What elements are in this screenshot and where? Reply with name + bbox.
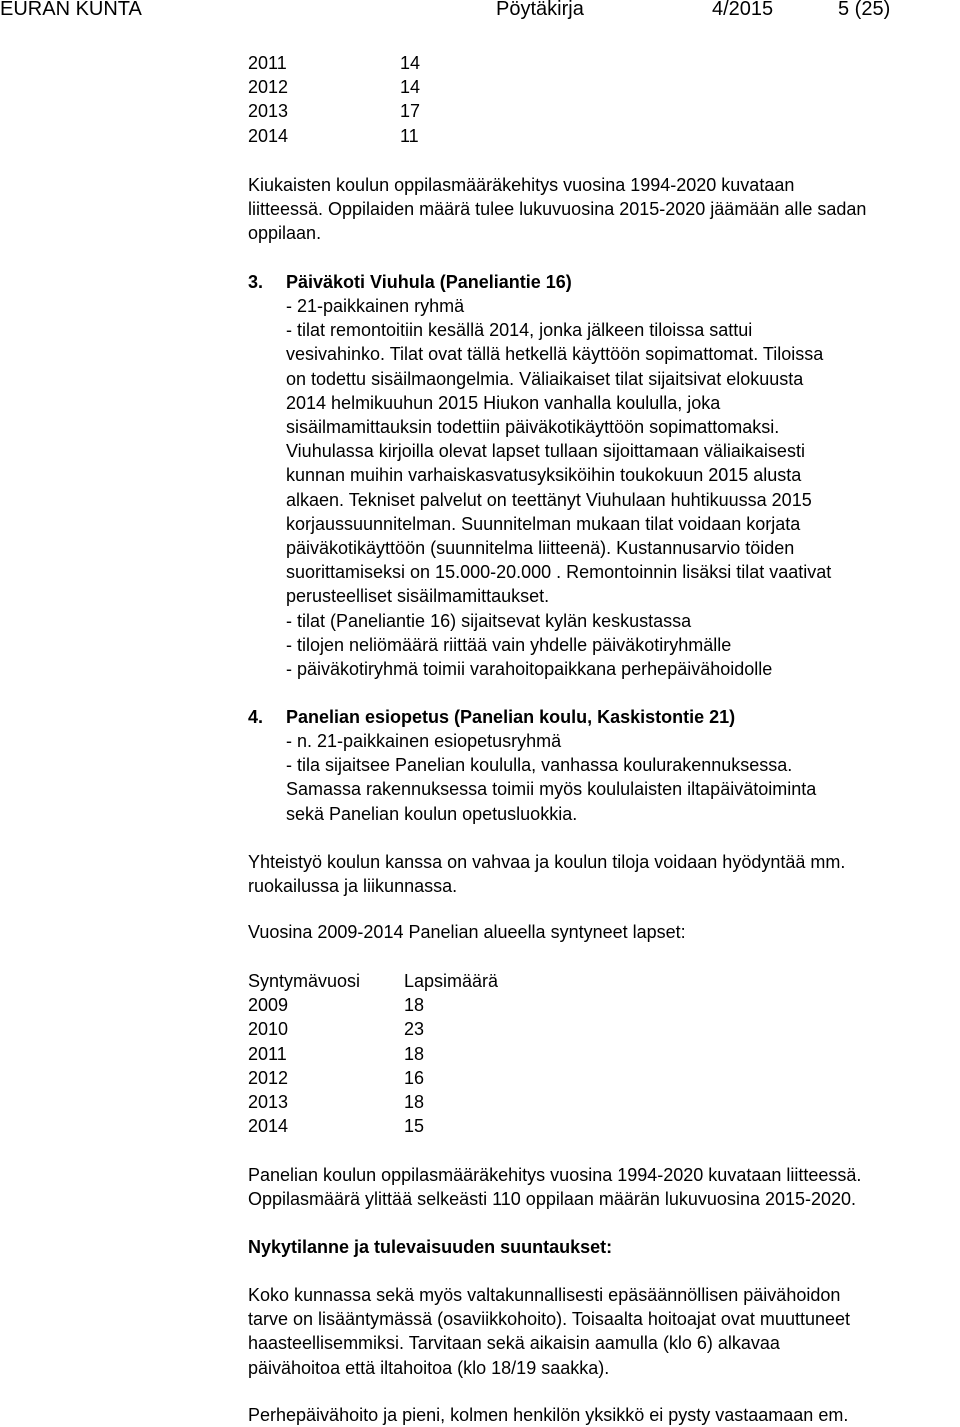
year-cell: 2010 bbox=[248, 1019, 289, 1040]
section-title: Päiväkoti Viuhula (Paneliantie 16) bbox=[286, 272, 572, 292]
count-cell: 16 bbox=[404, 1067, 425, 1088]
paragraph-line: päiväkotikäyttöön (suunnitelma liitteenä). Kustannusarvio töiden bbox=[286, 538, 795, 559]
top-year-table bbox=[248, 51, 960, 148]
current-state-paragraph bbox=[248, 1283, 960, 1380]
section-4-heading bbox=[248, 705, 735, 729]
paragraph-line: ruokailussa ja liikunnassa. bbox=[248, 876, 458, 897]
paragraph-line: tarve on lisääntymässä (osaviikkohoito). Toisaalta hoitoajat ovat muuttuneet bbox=[248, 1309, 850, 1330]
year-cell: 2009 bbox=[248, 995, 289, 1016]
paragraph-line: liitteessä. Oppilaiden määrä tulee lukuvuosina 2015-2020 jäämään alle sadan bbox=[248, 199, 867, 220]
paragraph-line: sisäilmamittauksin todettiin päiväkotikäyttöön sopimattomaksi. bbox=[286, 417, 780, 438]
year-cell: 2014 bbox=[248, 1116, 289, 1137]
table-row bbox=[248, 1090, 498, 1114]
header-page-number: 5 (25) bbox=[838, 0, 891, 20]
year-cell: 2012 bbox=[248, 1067, 289, 1088]
header-organization: EURAN KUNTA bbox=[0, 0, 142, 20]
year-count-table bbox=[248, 51, 420, 148]
table-row bbox=[248, 1017, 498, 1041]
year-cell: 2011 bbox=[248, 1043, 287, 1064]
paragraph-line: Oppilasmäärä ylittää selkeästi 110 oppilaan määrän lukuvuosina 2015-2020. bbox=[248, 1189, 857, 1210]
paragraph-line: suorittamiseksi on 15.000-20.000 . Remontoinnin lisäksi tilat vaativat bbox=[286, 562, 832, 583]
births-intro bbox=[248, 920, 960, 944]
count-cell: 11 bbox=[400, 125, 419, 146]
table-header-row bbox=[248, 969, 498, 993]
paragraph-line: on todettu sisäilmaongelmia. Väliaikaiset tilat sijaitsivat elokuusta bbox=[286, 368, 804, 389]
paragraph-line: haasteellisemmiksi. Tarvitaan sekä aikaisin aamulla (klo 6) alkavaa bbox=[248, 1333, 780, 1354]
count-cell: 18 bbox=[404, 995, 425, 1016]
section-number: 3. bbox=[248, 272, 264, 292]
paragraph-line: Yhteistyö koulun kanssa on vahvaa ja koulun tiloja voidaan hyödyntää mm. bbox=[248, 852, 846, 872]
year-cell: 2014 bbox=[248, 125, 289, 146]
paragraph-line: vesivahinko. Tilat ovat tällä hetkellä käyttöön sopimattomat. Tiloissa bbox=[286, 344, 824, 365]
section-3-heading bbox=[248, 270, 572, 294]
table-row bbox=[248, 99, 420, 123]
kiukainen-paragraph bbox=[248, 173, 960, 246]
paragraph-line: korjaussuunnitelman. Suunnitelman mukaan tilat voidaan korjata bbox=[286, 513, 801, 534]
table-row bbox=[248, 993, 498, 1017]
paragraph-line: kunnan muihin varhaiskasvatusyksiköihin toukokuun 2015 alusta bbox=[286, 465, 802, 486]
year-cell: 2013 bbox=[248, 1092, 289, 1113]
count-cell: 23 bbox=[404, 1019, 425, 1040]
count-cell: 18 bbox=[404, 1092, 425, 1113]
count-cell: 18 bbox=[404, 1043, 425, 1064]
count-cell: 17 bbox=[400, 101, 421, 122]
year-cell: 2011 bbox=[248, 53, 287, 73]
table-row bbox=[248, 1042, 498, 1066]
paragraph-line: Samassa rakennuksessa toimii myös koululaisten iltapäivätoiminta bbox=[286, 779, 817, 800]
paragraph-line: - tilat remontoitiin kesällä 2014, jonka jälkeen tiloissa sattui bbox=[286, 320, 753, 341]
paragraph-line: 2014 helmikuuhun 2015 Hiukon vanhalla koululla, joka bbox=[286, 392, 721, 413]
paragraph-line: Panelian koulun oppilasmääräkehitys vuosina 1994-2020 kuvataan liitteessä. bbox=[248, 1165, 862, 1185]
table-row bbox=[248, 1066, 498, 1090]
count-cell: 14 bbox=[400, 53, 421, 73]
paragraph-line: alkaen. Tekniset palvelut on teettänyt Viuhulaan huhtikuussa 2015 bbox=[286, 489, 812, 510]
paragraph-line: - tila sijaitsee Panelian koululla, vanhassa koulurakennuksessa. bbox=[286, 755, 793, 776]
column-header-count: Lapsimäärä bbox=[404, 971, 499, 991]
section-3-body bbox=[286, 294, 960, 681]
paragraph-line: - n. 21-paikkainen esiopetusryhmä bbox=[286, 731, 562, 751]
paragraph-line: perusteelliset sisäilmamittaukset. bbox=[286, 586, 550, 607]
paragraph-line: sekä Panelian koulun opetusluokkia. bbox=[286, 803, 578, 824]
count-cell: 15 bbox=[404, 1116, 425, 1137]
paragraph-line: - tilat (Paneliantie 16) sijaitsevat kylän keskustassa bbox=[286, 610, 692, 631]
column-header-year: Syntymävuosi bbox=[248, 971, 361, 991]
paragraph-line: Kiukaisten koulun oppilasmääräkehitys vuosina 1994-2020 kuvataan bbox=[248, 175, 795, 195]
year-cell: 2012 bbox=[248, 77, 289, 98]
cooperation-paragraph bbox=[248, 850, 960, 898]
births-table-wrapper bbox=[248, 969, 960, 1138]
paragraph-line: Koko kunnassa sekä myös valtakunnallisesti epäsäännöllisen päivähoidon bbox=[248, 1285, 841, 1305]
births-table bbox=[248, 969, 498, 1138]
paragraph-line: Perhepäivähoito ja pieni, kolmen henkilön yksikkö ei pysty vastaamaan em. bbox=[248, 1405, 849, 1425]
final-paragraph bbox=[248, 1403, 960, 1427]
table-row bbox=[248, 124, 420, 148]
year-cell: 2013 bbox=[248, 101, 289, 122]
table-row bbox=[248, 75, 420, 99]
header-meeting-number: 4/2015 bbox=[712, 0, 774, 20]
count-cell: 14 bbox=[400, 77, 421, 98]
paragraph-line: Vuosina 2009-2014 Panelian alueella syntyneet lapset: bbox=[248, 922, 686, 942]
panelia-paragraph bbox=[248, 1163, 960, 1211]
paragraph-line: päivähoitoa että iltahoitoa (klo 18/19 saakka). bbox=[248, 1357, 610, 1378]
page-header bbox=[0, 0, 960, 22]
table-row bbox=[248, 1114, 498, 1138]
paragraph-line: oppilaan. bbox=[248, 223, 322, 244]
section-number: 4. bbox=[248, 707, 264, 727]
section-title: Panelian esiopetus (Panelian koulu, Kaskistontie 21) bbox=[286, 707, 736, 727]
section-4-body bbox=[286, 729, 960, 826]
heading-text: Nykytilanne ja tulevaisuuden suuntaukset: bbox=[248, 1237, 613, 1257]
table-row bbox=[248, 51, 420, 75]
paragraph-line: - päiväkotiryhmä toimii varahoitopaikkana perhepäivähoidolle bbox=[286, 659, 773, 680]
paragraph-line: - 21-paikkainen ryhmä bbox=[286, 296, 465, 316]
paragraph-line: - tilojen neliömäärä riittää vain yhdelle päiväkotiryhmälle bbox=[286, 634, 732, 655]
header-document-type: Pöytäkirja bbox=[496, 0, 584, 20]
current-state-heading bbox=[248, 1235, 960, 1259]
paragraph-line: Viuhulassa kirjoilla olevat lapset tullaan sijoittamaan väliaikaisesti bbox=[286, 441, 805, 462]
